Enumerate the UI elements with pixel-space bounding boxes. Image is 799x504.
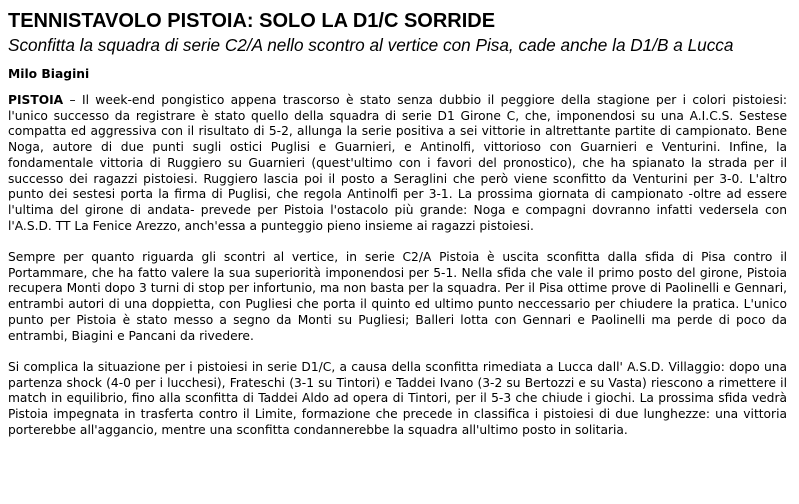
- article-author: Milo Biagini: [8, 67, 90, 81]
- article-paragraph: Sempre per quanto riguarda gli scontri al vertice, in serie C2/A Pistoia è uscita sconfitta dalla sfida di Pisa contro il Portammare, che ha fatto valere la sua superiorità imponendosi per 5-1. Nella sfida che vale il primo posto del girone, Pistoia recupera Monti dopo 3 turni di stop per infortunio, ma non basta per la squadra. Per il Pisa ottime prove di Paolinelli e Gennari, entrambi autori di una doppietta, con Pugliesi che porta il quinto ed ultimo punto neccessario per chiudere la pratica. L'unico punto per Pistoia è stato messo a segno da Monti su Pugliesi; Balleri lotta con Gennari e Paolinelli ma perde di poco da entrambi, Biagini e Pancani da rivedere.: [8, 250, 787, 343]
- article-paragraph: Si complica la situazione per i pistoiesi in serie D1/C, a causa della sconfitta rimediata a Lucca dall' A.S.D. Villaggio: dopo una partenza shock (4-0 per i lucchesi), Frateschi (3-1 su Tintori) e Taddei Ivano (3-2 su Bertozzi e su Vasta) riescono a rimettere il match in equilibrio, fino alla sconfitta di Taddei Aldo ad opera di Tintori, per il 5-3 che chiude i giochi. La prossima sfida vedrà Pistoia impegnata in trasferta contro il Limite, formazione che precede in classifica i pistoiesi di due lunghezze: una vittoria porterebbe all'aggancio, mentre una sconfitta condannerebbe la squadra all'ultimo posto in solitaria.: [8, 359, 787, 437]
- article-headline: TENNISTAVOLO PISTOIA: SOLO LA D1/C SORRIDE: [8, 10, 496, 32]
- article-paragraph: [8, 93, 787, 234]
- article-body: [8, 93, 787, 438]
- article-paragraph-text: – Il week-end pongistico appena trascorso è stato senza dubbio il peggiore della stagione per i colori pistoiesi: l'unico successo da registrare è stato quello della squadra di serie D1 Girone C, che, imponendosi su una A.I.C.S. Sestese compatta ed aggressiva con il risultato di 5-2, allunga la serie positiva a sei vittorie in altrettante partite di campionato. Bene Noga, autore di due punti sugli ostici Puglisi e Guarnieri, e Antinolfi, vittorioso con Guarnieri e Venturini. Infine, la fondamentale vittoria di Ruggiero su Guarnieri (quest'ultimo con i favori del pronostico), che ha spianato la strada per il successo dei ragazzi pistoiesi. Ruggiero lascia poi il posto a Seraglini che però viene sconfitto da Venturini per 3-0. L'altro punto dei sestesi porta la firma di Puglisi, che regola Antinolfi per 3-1. La prossima giornata di campionato -oltre ad essere l'ultima del girone di andata- prevede per Pistoia l'ostacolo più grande: Noga e compagni dovranno infatti vedersela con l'A.S.D. TT La Fenice Arezzo, anch'essa a punteggio pieno insieme ai ragazzi pistoiesi.: [8, 93, 787, 233]
- article-subheadline: Sconfitta la squadra di serie C2/A nello scontro al vertice con Pisa, cade anche la D1/B a Lucca: [8, 35, 734, 55]
- article-dateline: PISTOIA: [8, 93, 64, 107]
